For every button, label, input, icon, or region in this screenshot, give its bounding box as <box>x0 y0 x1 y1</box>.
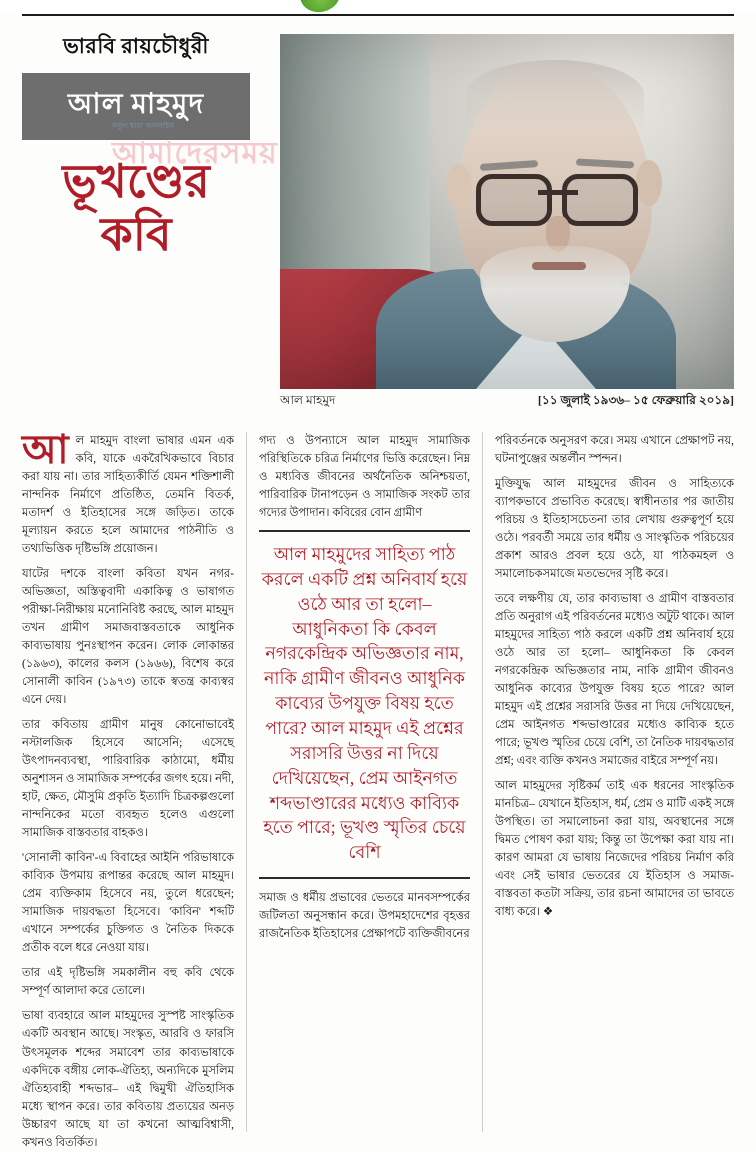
title-line-2: কবি <box>100 208 172 260</box>
paragraph: গদ্য ও উপন্যাসে আল মাহমুদ সামাজিক পরিস্থিতিকে চরিত্র নির্মাণের ভিত্তি করেছেন। নিম্ন ও মধ্যবিত্ত জীবনের অর্থনৈতিক অনিশ্চয়তা, পারিবারিক টানাপড়েন ও সামাজিক সংকট তার গদ্যের উপাদান। কবিরের বোন গ্রামীণ <box>259 435 470 520</box>
paragraph: তবে লক্ষণীয় যে, তার কাব্যভাষা ও গ্রামীণ বাস্তবতার প্রতি অনুরাগ এই পরিবর্তনের মধ্যেও অটুট থাকে। আল মাহমুদের সাহিত্য পাঠ করলে একটি প্রশ্ন অনিবার্য হয়ে ওঠে আর তা হলো– আধুনিকতা কি কেবল নগরকেন্দ্রিক অভিজ্ঞতার নাম, নাকি গ্রামীণ জীবনও আধুনিক কাব্যের উপযুক্ত বিষয় হতে পারে? আল মাহমুদ এই প্রশ্নের সরাসরি উত্তর না দিয়ে দেখিয়েছেন, প্রেম আইনগত শব্দভাণ্ডারের মধ্যেও কাব্যিক হতে পারে; ভূখণ্ড স্মৃতির চেয়ে বেশি, তা নৈতিক দায়বদ্ধতার প্রশ্ন; এবং ব্যক্তি কখনও সমাজের বাইরে সম্পূর্ণ নয়। <box>495 593 734 768</box>
subject-name-band: আল মাহমুদ <box>22 73 250 140</box>
column-two <box>246 432 482 1132</box>
photo-vignette <box>280 34 734 389</box>
paragraph: সমাজ ও ধর্মীয় প্রভাবের ভেতরে মানবসম্পর্কের জটিলতা অনুসন্ধান করে। উপমহাদেশের বৃহত্তর রাজনৈতিক ইতিহাসের প্রেক্ষাপটে ব্যক্তিজীবনের <box>259 892 470 941</box>
lead-paragraph-block <box>22 427 234 558</box>
pull-quote: আল মাহমুদের সাহিত্য পাঠ করলে একটি প্রশ্ন অনিবার্য হয়ে ওঠে আর তা হলো– আধুনিকতা কি কেবল নগরকেন্দ্রিক অভিজ্ঞতার নাম, নাকি গ্রামীণ জীবনও আধুনিক কাব্যের উপযুক্ত বিষয় হতে পারে? আল মাহমুদ এই প্রশ্নের সরাসরি উত্তর না দিয়ে দেখিয়েছেন, প্রেম আইনগত শব্দভাণ্ডারের মধ্যেও কাব্যিক হতে পারে; ভূখণ্ড স্মৃতির চেয়ে বেশি <box>259 530 470 879</box>
watermark-subtext: নতুন ধারা অনলাইন <box>112 121 174 130</box>
paragraph: যাটের দশকে বাংলা কবিতা যখন নগর-অভিজ্ঞতা, অস্তিত্ববাদী একাকিত্ব ও ভাষাগত পরীক্ষা-নিরীক্ষায় মনোনিবিষ্ট করছে, আল মাহমুদ তখন গ্রামীণ সমাজবাস্তবতাকে আধুনিক কাব্যভাষায় পুনঃস্থাপন করেন। লোক লোকান্তর (১৯৬৩), কালের কলস (১৯৬৬), বিশেষ করে সোনালী কাবিন (১৯৭৩) তাকে স্বতন্ত্র কাব্যস্বর এনে দেয়। <box>22 568 234 707</box>
article-body <box>22 427 734 1149</box>
page-title <box>22 140 250 262</box>
headline-block <box>22 24 250 262</box>
column-one <box>22 427 246 1149</box>
life-dates: [১১ জুলাই ১৯৩৬– ১৫ ফেব্রুয়ারি ২০১৯] <box>537 393 734 407</box>
paragraph: তার কবিতায় গ্রামীণ মানুষ কোনোভাবেই নস্টালজিক হিসেবে আসেনি; এসেছে উৎপাদনব্যবস্থা, পারিবারিক কাঠামো, ধর্মীয় অনুশাসন ও সামাজিক সম্পর্কের জগৎ হয়ে। নদী, হাট, ক্ষেত, মৌসুমি প্রকৃতি ইত্যাদি চিত্রকল্পগুলো নান্দনিকের মতো ব্যবহৃত হলেও এগুলো সামাজিক বাস্তবতার বাহকও। <box>22 719 234 840</box>
drop-cap: আ <box>22 427 69 472</box>
article-header <box>22 24 734 424</box>
photo-caption: আল মাহমুদ <box>280 393 336 407</box>
author-byline: ভারবি রায়চৌধুরী <box>63 34 209 58</box>
paragraph: ভাষা ব্যবহারে আল মাহমুদের সুস্পষ্ট সাংস্কৃতিক একটি অবস্থান আছে। সংস্কৃত, আরবি ও ফারসি উৎসমূলক শব্দের সমাবেশ তার কাব্যভাষাকে একদিকে বঙ্গীয় লোক-ঐতিহ্য, অন্যদিকে মুসলিম ঐতিহ্যবাহী শব্দভার– এই দ্বিমুখী ঐতিহাসিক মধ্যে স্থাপন করে। তার কবিতায় প্রত্যয়ের অনড় উচ্চারণ আছে যা তা কখনো আত্মবিশ্বাসী, কখনও বিতর্কিত। <box>22 1010 234 1149</box>
portrait-photo <box>280 34 734 389</box>
paragraph: তার এই দৃষ্টিভঙ্গি সমকালীন বহু কবি থেকে সম্পূর্ণ আলাদা করে তোলে। <box>22 967 234 998</box>
paragraph: পরিবর্তনকে অনুসরণ করে। সময় এখানে প্রেক্ষাপট নয়, ঘটনাপুঞ্জের অন্তর্লীন স্পন্দন। <box>495 435 734 466</box>
header-rule <box>22 14 734 16</box>
photo-caption-row <box>280 387 734 412</box>
paragraph: 'সোনালী কাবিন'-এ বিবাহের আইনি পরিভাষাকে কাব্যিক উপমায় রূপান্তর করেছে আল মাহমুদ। প্রেম ব্যক্তিকাম হিসেবে নয়, তুলে ধরেছেন; সামাজিক দায়বদ্ধতা হিসেবে। 'কাবিন' শব্দটি এখানে সম্পর্কের চুক্তিগত ও নৈতিক দিককে প্রতীক বলে ধরে নেওয়া যায়। <box>22 852 234 955</box>
watermark-brand: আমাদেরসময় <box>112 137 278 170</box>
page-top-strip <box>0 0 756 14</box>
paragraph: মুক্তিযুদ্ধ আল মাহমুদের জীবন ও সাহিত্যকে ব্যাপকভাবে প্রভাবিত করেছে। স্বাধীনতার পর জাতীয় পরিচয় ও ইতিহাসচেতনা তার লেখায় গুরুত্বপূর্ণ হয়ে ওঠে। পরবর্তী সময়ে তার ধর্মীয় ও সাংস্কৃতিক পরিচয়ের প্রকাশ আরও প্রবল হয়ে ওঠে, যা পাঠকমহল ও সমালোচকসমাজে মতভেদের সৃষ্টি করে। <box>495 478 734 581</box>
leaf-logo-icon <box>297 0 343 14</box>
title-line-1: ভূখণ্ডের <box>62 156 210 207</box>
paragraph: আল মাহমুদের সৃষ্টিকর্ম তাই এক ধরনের সাংস্কৃতিক মানচিত্র– যেখানে ইতিহাস, ধর্ম, প্রেম ও মাটি একই সঙ্গে উপস্থিত। তা সমালোচনা করা যায়, অবস্থানের সঙ্গে দ্বিমত পোষণ করা যায়; কিন্তু তা উপেক্ষা করা যায় না। কারণ আমরা যে ভাষায় নিজেদের পরিচয় নির্মাণ করি এবং সেই ভাষার ভেতরের যে ইতিহাস ও সমাজ-বাস্তবতা কতটা সক্রিয়, তার রচনা আমাদের তা ভাবতে বাধ্য করে। ❖ <box>495 780 734 919</box>
column-three <box>482 432 734 1132</box>
portrait-figure <box>280 34 734 412</box>
paragraph: ল মাহমুদ বাংলা ভাষার এমন এক কবি, যাকে একরৈখিকভাবে বিচার করা যায় না। তার সাহিত্যকীর্তি যেমন শক্তিশালী নান্দনিক নির্মাণে প্রতিষ্ঠিত, তেমনি বিতর্ক, মতাদর্শ ও ইতিহাসের সঙ্গে জড়িত। তাকে মূল্যায়ন করতে হলে আমাদের পাঠনীতি ও তথ্যভিত্তিক দৃষ্টিভঙ্গি প্রয়োজন। <box>22 435 234 556</box>
